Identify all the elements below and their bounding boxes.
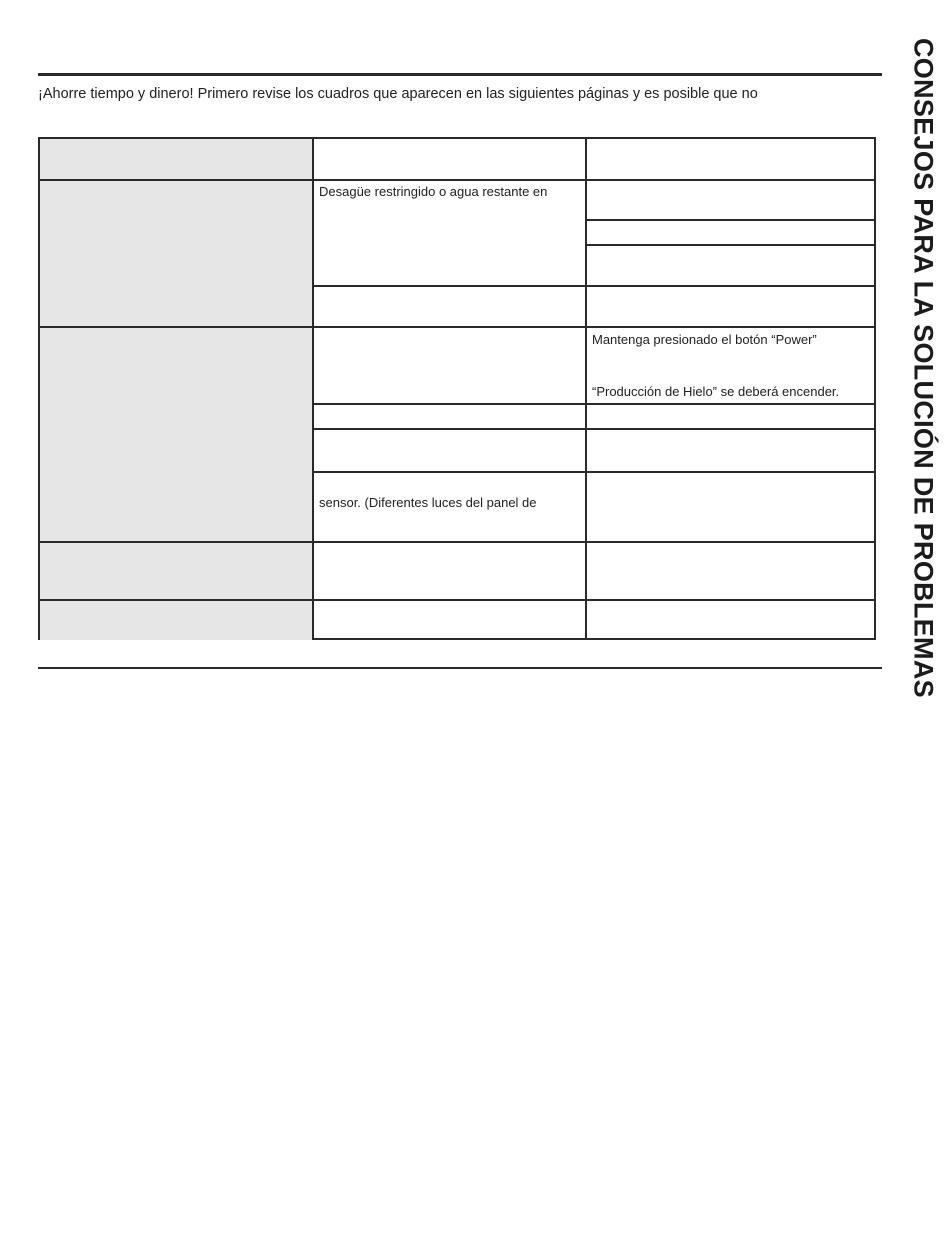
intro-text: ¡Ahorre tiempo y dinero! Primero revise los cuadros que aparecen en las siguientes páginas y es posible que no [38,86,758,102]
solution-text-power-button: Mantenga presionado el botón “Power” [592,332,817,347]
problem-cell-4 [40,601,312,640]
column-divider [312,139,314,640]
problem-cell-2 [40,328,312,541]
row-divider [40,326,874,328]
solution-text-ice-production: “Producción de Hielo” se deberá encender. [592,384,840,399]
subrow-divider [312,403,874,405]
cause-text-sensor: sensor. (Diferentes luces del panel de [319,495,537,510]
problem-cell-3 [40,543,312,599]
row-divider [40,599,874,601]
row-divider [40,541,874,543]
subrow-divider [585,244,874,246]
troubleshooting-table [38,137,876,640]
problem-cell-1 [40,181,312,326]
subrow-divider [312,428,874,430]
column-divider [585,139,587,640]
side-title: CONSEJOS PARA LA SOLUCIÓN DE PROBLEMAS [908,38,939,698]
subrow-divider [312,285,874,287]
cause-text-restricted-drain: Desagüe restringido o agua restante en [319,184,548,199]
subrow-divider [312,471,874,473]
bottom-rule [38,667,882,669]
row-divider [40,179,874,181]
problem-cell-header [40,139,312,179]
top-rule [38,73,882,76]
subrow-divider [585,219,874,221]
